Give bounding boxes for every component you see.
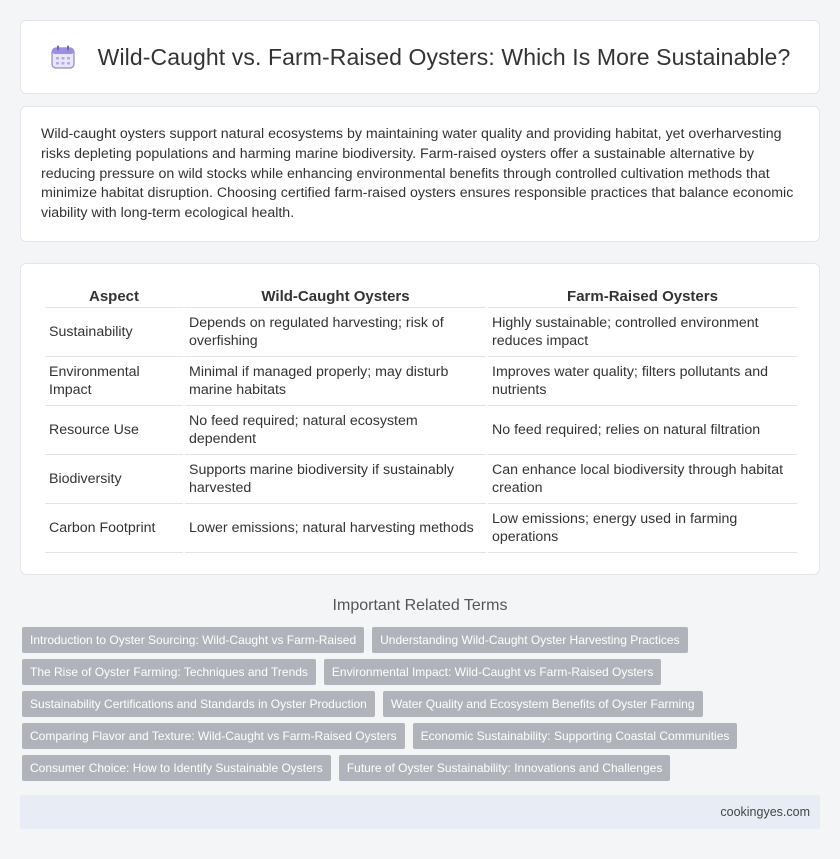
table-cell: No feed required; relies on natural filtration [488,406,797,455]
footer [20,795,820,829]
intro-card [20,106,820,242]
calendar-icon [50,44,76,70]
table-row [45,308,797,357]
table-cell: Lower emissions; natural harvesting methods [185,504,486,553]
table-cell: Carbon Footprint [45,504,183,553]
related-term-tag[interactable]: Future of Oyster Sustainability: Innovations and Challenges [339,755,671,781]
table-cell: Environmental Impact [45,357,183,406]
related-terms-title: Important Related Terms [332,597,508,614]
table-cell: No feed required; natural ecosystem dependent [185,406,486,455]
table-header-row [45,286,797,308]
table-cell: Sustainability [45,308,183,357]
table-cell: Highly sustainable; controlled environment reduces impact [488,308,797,357]
footer-site-link[interactable]: cookingyes.com [720,805,810,819]
table-row [45,406,797,455]
table-cell: Biodiversity [45,455,183,504]
related-term-tag[interactable]: The Rise of Oyster Farming: Techniques and Trends [22,659,316,685]
table-row [45,357,797,406]
related-term-tag[interactable]: Understanding Wild-Caught Oyster Harvesting Practices [372,627,687,653]
table-cell: Supports marine biodiversity if sustainably harvested [185,455,486,504]
table-cell: Resource Use [45,406,183,455]
related-term-tag[interactable]: Water Quality and Ecosystem Benefits of Oyster Farming [383,691,703,717]
header-farm-raised: Farm-Raised Oysters [488,286,797,308]
table-cell: Minimal if managed properly; may disturb marine habitats [185,357,486,406]
related-term-tag[interactable]: Consumer Choice: How to Identify Sustainable Oysters [22,755,331,781]
header-wild-caught: Wild-Caught Oysters [185,286,486,308]
intro-paragraph: Wild-caught oysters support natural ecosystems by maintaining water quality and providing habitat, yet overharvesting risks depleting populations and harming marine biodiversity. Farm-raised oysters offer a sustainable alternative by reducing pressure on wild stocks while enhancing environmental benefits through controlled cultivation methods that minimize habitat disruption. Choosing certified farm-raised oysters ensures responsible practices that balance economic viability with long-term ecological health. [41,126,794,222]
related-term-tag[interactable]: Economic Sustainability: Supporting Coastal Communities [413,723,738,749]
related-term-tag[interactable]: Sustainability Certifications and Standards in Oyster Production [22,691,375,717]
comparison-card [20,263,820,575]
table-row [45,455,797,504]
page-title: Wild-Caught vs. Farm-Raised Oysters: Which Is More Sustainable? [97,43,791,70]
related-term-tag[interactable]: Introduction to Oyster Sourcing: Wild-Caught vs Farm-Raised [22,627,364,653]
related-term-tag[interactable]: Comparing Flavor and Texture: Wild-Caught vs Farm-Raised Oysters [22,723,405,749]
table-cell: Can enhance local biodiversity through habitat creation [488,455,797,504]
table-row [45,504,797,553]
comparison-table [43,286,799,553]
header-card [20,20,820,94]
table-cell: Depends on regulated harvesting; risk of overfishing [185,308,486,357]
table-cell: Low emissions; energy used in farming operations [488,504,797,553]
header-aspect: Aspect [45,286,183,308]
table-cell: Improves water quality; filters pollutants and nutrients [488,357,797,406]
related-terms-list [22,627,822,787]
related-term-tag[interactable]: Environmental Impact: Wild-Caught vs Farm-Raised Oysters [324,659,661,685]
